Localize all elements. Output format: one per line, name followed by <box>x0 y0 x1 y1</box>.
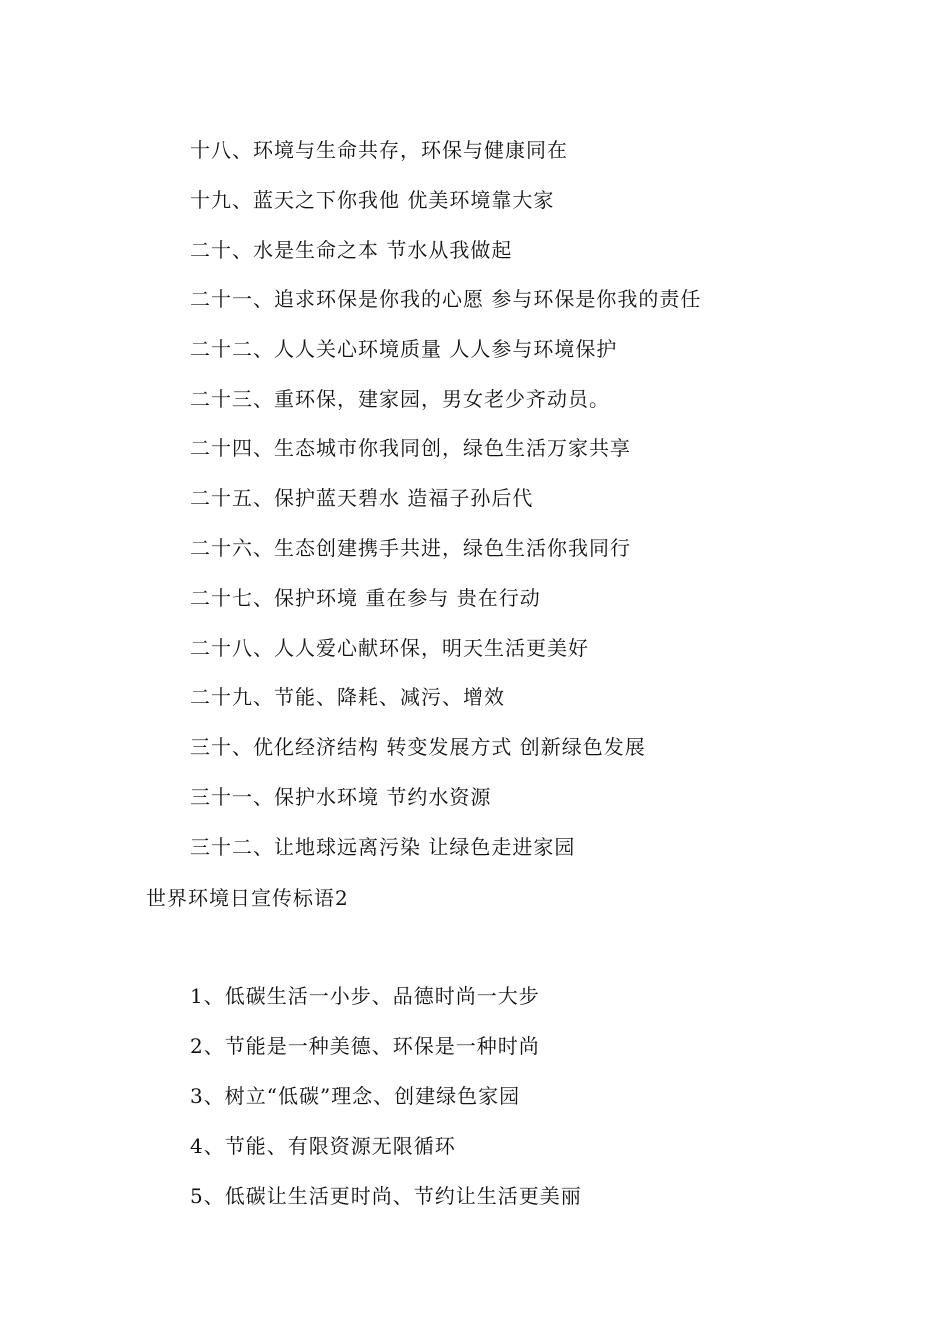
slogan-21: 二十一、追求环保是你我的心愿 参与环保是你我的责任 <box>190 287 702 311</box>
slogan-18: 十八、环境与生命共存，环保与健康同在 <box>190 138 568 162</box>
slogan-22: 二十二、人人关心环境质量 人人参与环境保护 <box>190 337 618 361</box>
slogan-20: 二十、水是生命之本 节水从我做起 <box>190 238 513 262</box>
slogan-31: 三十一、保护水环境 节约水资源 <box>190 785 492 809</box>
section-heading: 世界环境日宣传标语2 <box>146 886 349 910</box>
slogan-28: 二十八、人人爱心献环保，明天生活更美好 <box>190 636 589 660</box>
slogan-19: 十九、蓝天之下你我他 优美环境靠大家 <box>190 188 555 212</box>
slogan-item-4: 4、节能、有限资源无限循环 <box>190 1134 456 1158</box>
slogan-29: 二十九、节能、降耗、减污、增效 <box>190 685 505 709</box>
slogan-25: 二十五、保护蓝天碧水 造福子孙后代 <box>190 486 534 510</box>
slogan-24: 二十四、生态城市你我同创，绿色生活万家共享 <box>190 436 631 460</box>
slogan-32: 三十二、让地球远离污染 让绿色走进家园 <box>190 835 576 859</box>
slogan-item-5: 5、低碳让生活更时尚、节约让生活更美丽 <box>190 1184 582 1208</box>
slogan-item-1: 1、低碳生活一小步、品德时尚一大步 <box>190 984 540 1008</box>
slogan-26: 二十六、生态创建携手共进，绿色生活你我同行 <box>190 536 631 560</box>
slogan-item-2: 2、节能是一种美德、环保是一种时尚 <box>190 1034 540 1058</box>
slogan-item-3: 3、树立“低碳”理念、创建绿色家园 <box>190 1084 521 1108</box>
slogan-27: 二十七、保护环境 重在参与 贵在行动 <box>190 586 541 610</box>
slogan-23: 二十三、重环保，建家园，男女老少齐动员。 <box>190 387 610 411</box>
slogan-30: 三十、优化经济结构 转变发展方式 创新绿色发展 <box>190 735 646 759</box>
